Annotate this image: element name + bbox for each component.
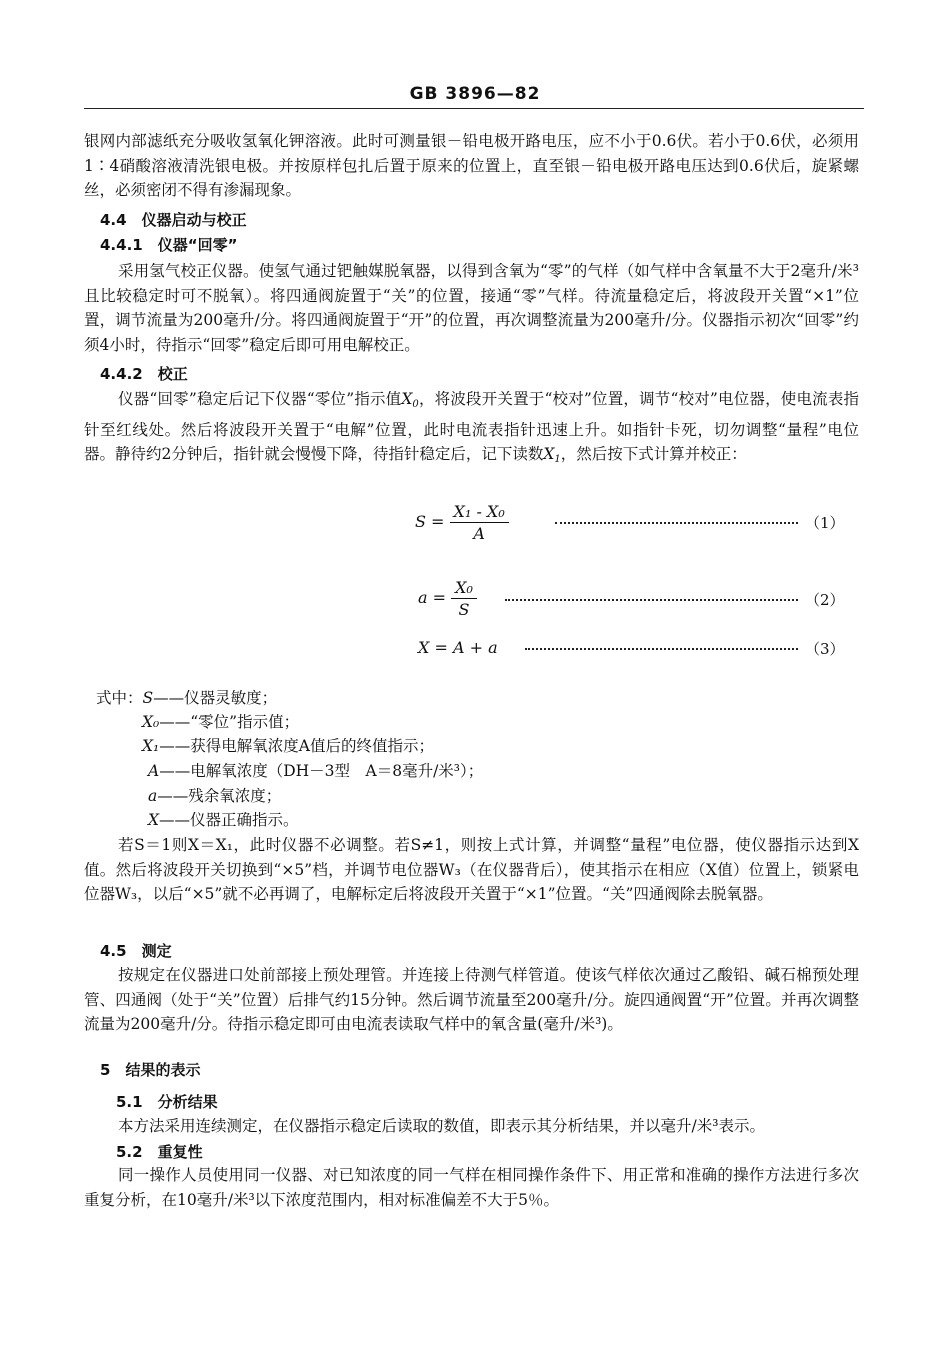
header-rule (84, 108, 864, 109)
formula-2-fraction (451, 578, 477, 619)
def-S (96, 686, 277, 710)
def-S-sym: S (142, 689, 154, 707)
section-4-4-2-text (84, 387, 859, 473)
formula-3-leader (525, 648, 798, 650)
heading-4-4-2-title: 校正 (157, 365, 188, 383)
heading-4-4-1-num: 4.4.1 (100, 236, 143, 254)
def-a (148, 784, 281, 808)
formula-2-number: （2） (805, 591, 845, 609)
def-X (148, 808, 299, 832)
formula-1: S = $\frac{\text{X₁ - X₀}}{A}$ (415, 502, 509, 543)
section-4-5-text: 按规定在仪器进口处前部接上预处理管。并连接上待测气样管道。使该气样依次通过乙酸铅、碱石棉预处理管、四通阀（处于“关”位置）后排气约15分钟。然后调节流量至200毫升/分。旋四通阀置“开”位置。并再次调整流量为200毫升/分。待指示稳定即可由电流表读取气样中的氧含量(毫升/米³)。 (84, 966, 859, 1033)
heading-5-title: 结果的表示 (125, 1061, 201, 1079)
def-X1 (142, 734, 434, 758)
formula-1-lhs: S (415, 512, 426, 531)
heading-4-4-title: 仪器启动与校正 (141, 211, 247, 229)
def-S-desc: ——仪器灵敏度； (153, 689, 278, 707)
def-A (148, 759, 483, 783)
section-5-2-text: 同一操作人员使用同一仪器、对已知浓度的同一气样在相同操作条件下、用正常和准确的操作方法进行多次重复分析，在10毫升/米³以下浓度范围内，相对标准偏差不大于5％。 (84, 1166, 859, 1209)
formula-1-fraction (450, 502, 509, 543)
page-header: GB 3896—82 (409, 84, 541, 104)
heading-5 (100, 1059, 200, 1080)
defs-lead: 式中： (96, 689, 143, 707)
heading-4-4-1 (100, 234, 237, 255)
heading-4-5 (100, 940, 172, 961)
def-X1-desc: ——获得电解氧浓度A值后的终值指示； (159, 737, 434, 755)
heading-4-5-num: 4.5 (100, 942, 127, 960)
formula-1-number: （1） (805, 514, 845, 532)
formula-3: X = A + a (418, 638, 498, 657)
heading-4-5-title: 测定 (141, 942, 172, 960)
formula-3-number: （3） (805, 640, 845, 658)
heading-5-num: 5 (100, 1061, 111, 1079)
adjust-paragraph: 若S＝1则X＝X₁，此时仪器不必调整。若S≠1，则按上式计算，并调整“量程”电位器，使仪器指示达到X值。然后将波段开关切换到“×5”档，并调节电位器W₃（在仪器背后），使其指示在相应（X值）位置上，锁紧电位器W₃，以后“×5”就不必再调了，电解标定后将波段开关置于“×1”位置。“关”四通阀除去脱氧器。 (84, 836, 859, 903)
formula-2-numerator: X₀ (451, 578, 477, 599)
heading-5-1-num: 5.1 (116, 1093, 143, 1111)
heading-4-4-2 (100, 363, 188, 384)
heading-4-4-num: 4.4 (100, 211, 127, 229)
def-X-sym: X (148, 811, 160, 829)
formula-2-leader (505, 599, 798, 601)
heading-4-4 (100, 209, 247, 230)
section-5-1-text: 本方法采用连续测定，在仪器指示稳定后读取的数值，即表示其分析结果，并以毫升/米³表示。 (118, 1117, 765, 1135)
heading-4-4-2-num: 4.4.2 (100, 365, 143, 383)
formula-1-numerator: X₁ - X₀ (450, 502, 509, 523)
formula-2-lhs: a (418, 588, 428, 607)
heading-5-1 (116, 1091, 218, 1112)
def-X-desc: ——仪器正确指示。 (159, 811, 299, 829)
heading-4-4-1-title: 仪器“回零” (157, 236, 238, 254)
heading-5-2-num: 5.2 (116, 1143, 143, 1161)
formula-2: a = $\frac{\text{X₀}}{S}$ (418, 578, 477, 619)
x1-symbol: $X_1$ (543, 445, 561, 465)
def-A-desc: ——电解氧浓度（DH－3型 A＝8毫升/米³）； (159, 762, 484, 780)
def-X1-sym: X₁ (142, 737, 160, 755)
def-X0-desc: ——“零位”指示值； (159, 713, 300, 731)
def-a-sym: a (148, 787, 158, 805)
s442-text-a: 仪器“回零”稳定后记下仪器“零位”指示值 (118, 390, 402, 408)
heading-5-2 (116, 1141, 203, 1162)
heading-5-1-title: 分析结果 (157, 1093, 218, 1111)
formula-1-denominator: A (473, 524, 485, 543)
formula-1-leader (555, 522, 798, 524)
def-X0-sym: X₀ (142, 713, 160, 731)
heading-5-2-title: 重复性 (157, 1143, 203, 1161)
x0-symbol: $X_0$ (401, 390, 419, 410)
def-a-desc: ——残余氧浓度； (157, 787, 282, 805)
intro-paragraph: 银网内部滤纸充分吸收氢氧化钾溶液。此时可测量银－铅电极开路电压，应不小于0.6伏。若小于0.6伏，必须用1∶4硝酸溶液清洗银电极。并按原样包扎后置于原来的位置上，直至银－铅电极开路电压达到0.6伏后，旋紧螺丝，必须密闭不得有渗漏现象。 (84, 132, 859, 199)
s442-text-c: ，然后按下式计算并校正： (560, 445, 747, 463)
def-A-sym: A (148, 762, 160, 780)
s442-text-b: ，将波段开关置于“校对”位置，调节“校对”电位器，使电流表指针至红线处。然后将波段开关置于“电解”位置，此时电流表指针迅速上升。如指针卡死，切勿调整“量程”电位器。静待约2分钟后，指针就会慢慢下降，待指针稳定后，记下读数 (84, 390, 859, 463)
section-4-4-1-text: 采用氢气校正仪器。使氢气通过钯触媒脱氧器，以得到含氧为“零”的气样（如气样中含氧量不大于2毫升/米³且比较稳定时可不脱氧）。将四通阀旋置于“关”的位置，接通“零”气样。待流量稳定后，将波段开关置“×1”位置，调节流量为200毫升/分。将四通阀旋置于“开”的位置，再次调整流量为200毫升/分。仪器指示初次“回零”约须4小时，待指示“回零”稳定后即可用电解校正。 (84, 262, 859, 354)
formula-2-denominator: S (458, 600, 470, 619)
def-X0 (142, 710, 299, 734)
